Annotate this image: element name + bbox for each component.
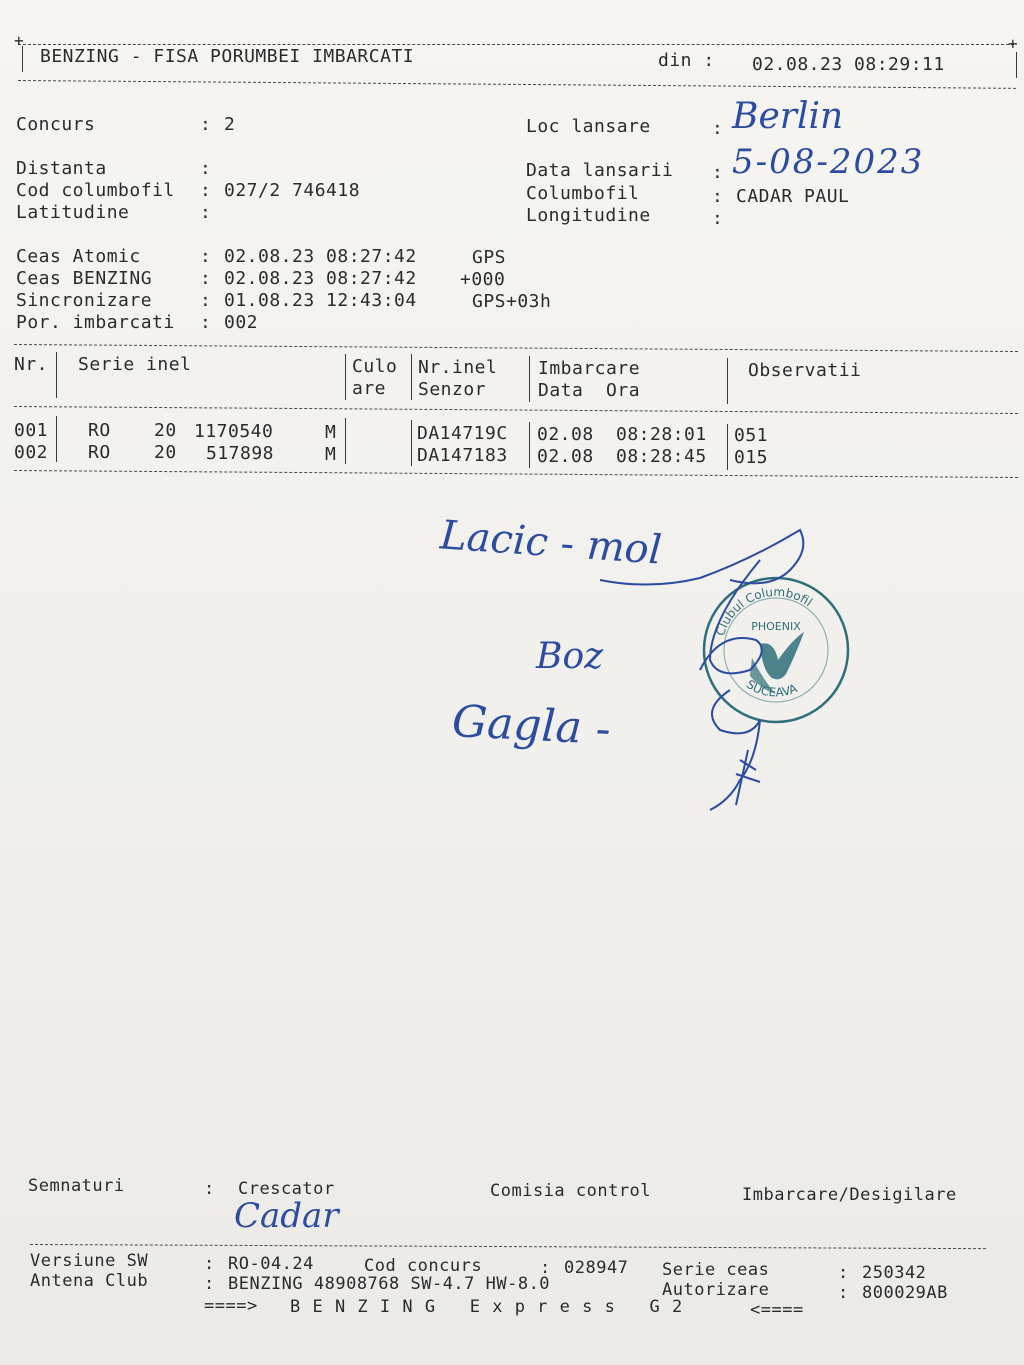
colon: : (712, 208, 724, 229)
row-chip: DA147183 (417, 445, 508, 466)
row-sex: M (325, 422, 337, 443)
row-year: 20 (154, 442, 177, 463)
signature-strokes (560, 520, 820, 820)
versiune-sw-value: RO-04.24 (228, 1254, 314, 1274)
sincronizare-label: Sincronizare (16, 290, 153, 311)
ceas-atomic-label: Ceas Atomic (16, 246, 141, 267)
versiune-sw-label: Versiune SW (30, 1251, 149, 1271)
stamp-top-text: Clubul Columbofil (713, 584, 815, 638)
col-divider (411, 420, 412, 466)
colon: : (540, 1258, 551, 1278)
stamp-middle-text: PHOENIX (751, 620, 801, 633)
row-observatii: 015 (734, 447, 769, 468)
document-title: BENZING - FISA PORUMBEI IMBARCATI (40, 46, 415, 67)
colon: : (200, 268, 212, 289)
row-nr: 001 (14, 420, 49, 441)
imbarcare-desigilare-label: Imbarcare/Desigilare (742, 1185, 957, 1205)
corner-mark: + (1008, 34, 1018, 53)
colon: : (200, 312, 212, 333)
latitudine-label: Latitudine (16, 202, 130, 223)
loc-lansare-label: Loc lansare (526, 116, 651, 137)
columbofil-label: Columbofil (526, 183, 640, 204)
col-header-nrinel: Nr.inel (418, 357, 498, 378)
col-header-serie: Serie inel (78, 354, 192, 375)
col-header-senzor: Senzor (418, 379, 487, 400)
col-header-data-ora: Data Ora (538, 380, 641, 401)
col-header-observatii: Observatii (748, 360, 862, 381)
colon: : (200, 246, 212, 267)
sincronizare-suffix: GPS+03h (472, 291, 552, 312)
din-label: din : (658, 50, 715, 71)
col-divider (411, 354, 412, 400)
banner-right-arrow: <==== (750, 1300, 804, 1320)
colon: : (200, 114, 212, 135)
colon: : (712, 118, 724, 139)
ceas-atomic-value: 02.08.23 08:27:42 (224, 246, 417, 267)
row-ring: 517898 (206, 443, 275, 464)
col-header-are: are (352, 378, 387, 399)
row-date: 02.08 (537, 446, 594, 467)
por-imbarcati-value: 002 (224, 312, 259, 333)
colon: : (838, 1283, 849, 1303)
row-date: 02.08 (537, 424, 594, 445)
handwritten-note-3: Gagla - (450, 695, 612, 756)
ceas-atomic-suffix: GPS (472, 247, 507, 268)
ceas-benzing-value: 02.08.23 08:27:42 (224, 268, 417, 289)
row-country: RO (88, 442, 111, 463)
banner-left-arrow: ====> (204, 1296, 258, 1316)
col-divider (529, 422, 530, 468)
colon: : (200, 180, 212, 201)
handwritten-note-2: Boz (536, 636, 604, 677)
colon: : (200, 158, 212, 179)
ceas-benzing-label: Ceas BENZING (16, 268, 153, 289)
antena-club-label: Antena Club (30, 1271, 149, 1291)
autorizare-value: 800029AB (862, 1283, 948, 1303)
colon: : (204, 1274, 215, 1294)
crescator-signature: Cadar (234, 1196, 339, 1236)
din-value: 02.08.23 08:29:11 (752, 54, 945, 75)
data-lansarii-handwritten: 5-08-2023 (732, 142, 925, 182)
longitudine-label: Longitudine (526, 205, 651, 226)
colon: : (712, 162, 724, 183)
col-divider (345, 418, 346, 464)
ceas-benzing-suffix: +000 (460, 269, 506, 290)
col-divider (56, 416, 57, 462)
stamp-bottom-text: SUCEAVA (743, 677, 800, 700)
cod-concurs-value: 028947 (564, 1258, 629, 1278)
row-chip: DA14719C (417, 423, 508, 444)
col-header-nr: Nr. (14, 354, 49, 375)
col-header-imbarcare: Imbarcare (538, 358, 641, 379)
row-time: 08:28:01 (616, 424, 707, 445)
serie-ceas-value: 250342 (862, 1263, 927, 1283)
comisia-control-label: Comisia control (490, 1181, 652, 1201)
serie-ceas-label: Serie ceas (662, 1260, 770, 1280)
col-header-culo: Culo (352, 356, 398, 377)
col-divider (727, 358, 728, 404)
cod-columbofil-value: 027/2 746418 (224, 180, 361, 201)
sincronizare-value: 01.08.23 12:43:04 (224, 290, 417, 311)
handwritten-note-1: Lacic - mol (438, 512, 664, 574)
autorizare-label: Autorizare (662, 1280, 770, 1300)
row-observatii: 051 (734, 425, 769, 446)
colon: : (200, 202, 212, 223)
semnaturi-label: Semnaturi (28, 1176, 125, 1196)
concurs-value: 2 (224, 114, 236, 135)
concurs-label: Concurs (16, 114, 96, 135)
cod-columbofil-label: Cod columbofil (16, 180, 175, 201)
colon: : (204, 1254, 215, 1274)
loc-lansare-handwritten: Berlin (732, 96, 844, 137)
row-time: 08:28:45 (616, 446, 707, 467)
colon: : (838, 1263, 849, 1283)
colon: : (200, 290, 212, 311)
header-left-border (22, 46, 23, 72)
row-country: RO (88, 420, 111, 441)
banner-text: B E N Z I N G E x p r e s s G 2 (290, 1297, 684, 1317)
row-ring: 1170540 (194, 421, 274, 442)
row-year: 20 (154, 420, 177, 441)
header-right-border (1016, 52, 1017, 78)
header-top-rule (18, 44, 1014, 45)
col-divider (727, 424, 728, 470)
col-divider (529, 356, 530, 402)
row-sex: M (325, 444, 337, 465)
colon: : (712, 186, 724, 207)
por-imbarcati-label: Por. imbarcati (16, 312, 175, 333)
col-divider (56, 352, 57, 398)
crescator-label: Crescator (238, 1179, 335, 1199)
col-divider (345, 354, 346, 400)
colon: : (204, 1179, 215, 1199)
row-nr: 002 (14, 442, 49, 463)
antena-club-value: BENZING 48908768 SW-4.7 HW-8.0 (228, 1274, 551, 1294)
data-lansarii-label: Data lansarii (526, 160, 674, 181)
cod-concurs-label: Cod concurs (364, 1256, 483, 1276)
corner-mark: + (14, 31, 24, 50)
columbofil-value: CADAR PAUL (736, 186, 850, 207)
distanta-label: Distanta (16, 158, 107, 179)
